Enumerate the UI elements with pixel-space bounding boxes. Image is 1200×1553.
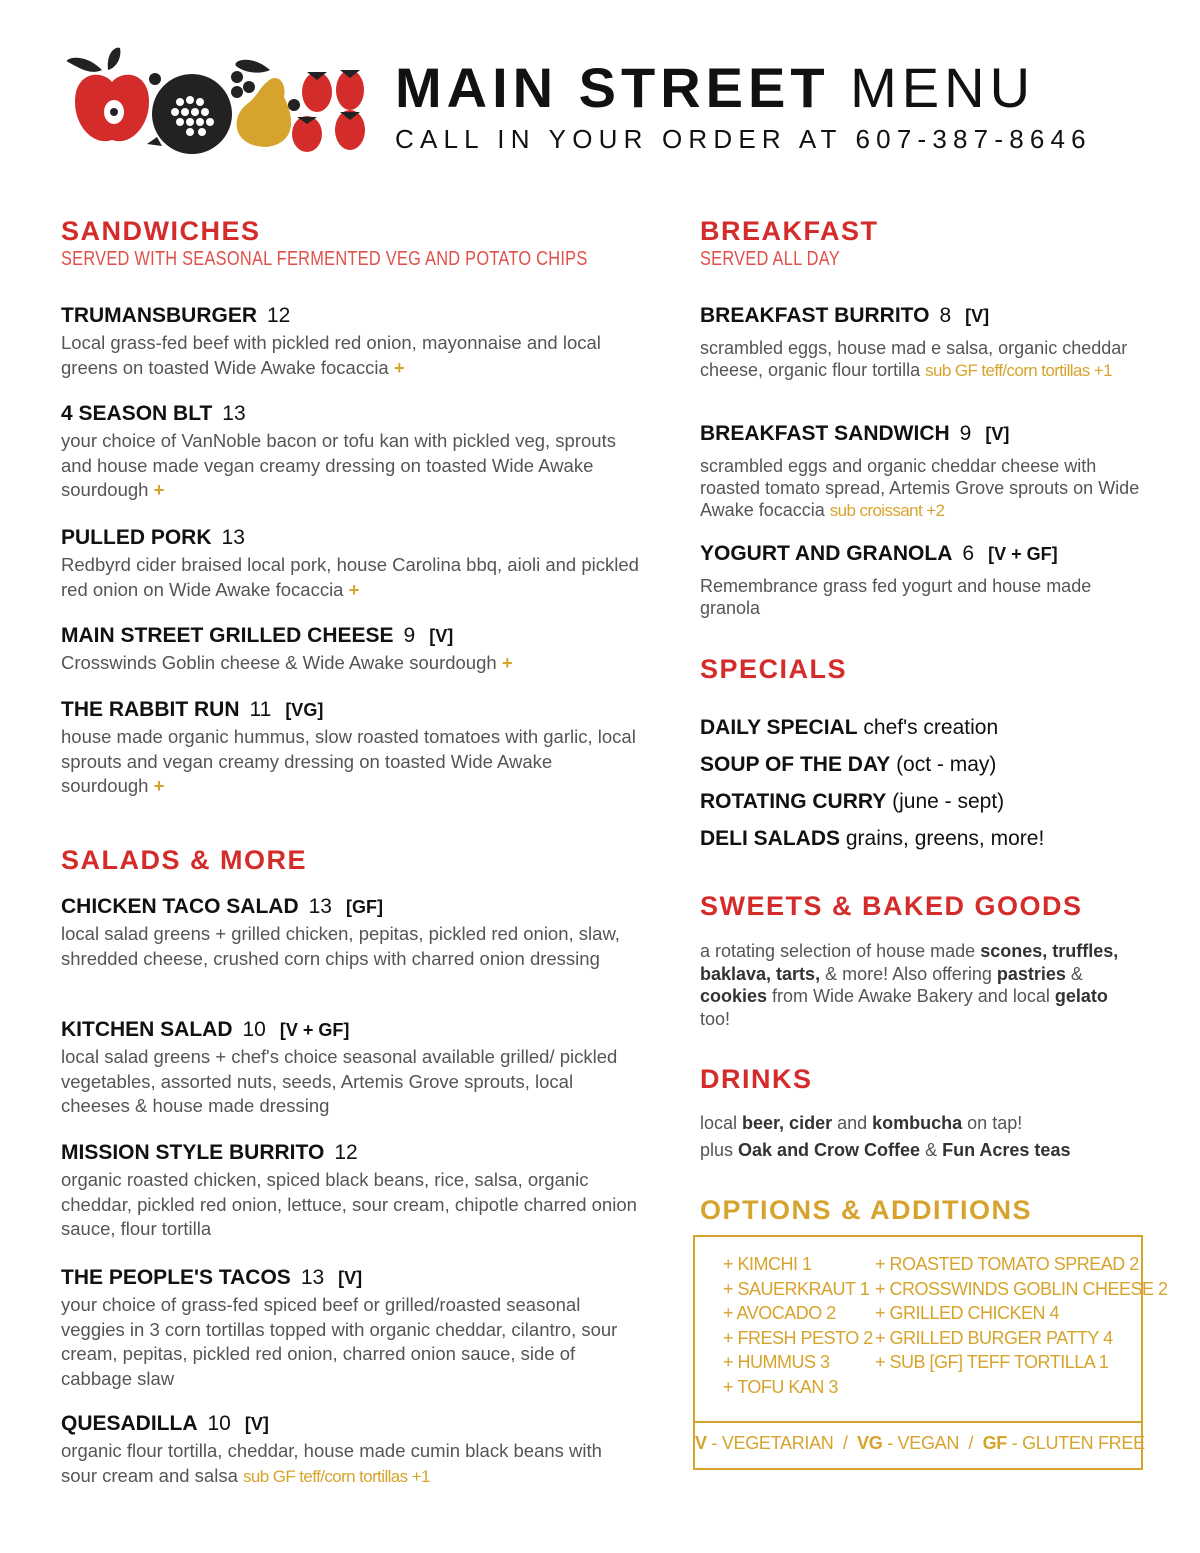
diet-legend [695, 1433, 1145, 1454]
menu-item [61, 1017, 641, 1119]
text: on tap! [962, 1113, 1023, 1133]
item-description [61, 651, 641, 676]
menu-item [61, 525, 641, 602]
special-name: ROTATING CURRY [700, 790, 887, 813]
item-price: 13 [222, 402, 246, 425]
menu-item [61, 303, 641, 380]
item-name: PULLED PORK [61, 526, 212, 549]
text: a rotating selection of house made [700, 941, 981, 961]
diet-tag: [V + GF] [279, 1020, 350, 1040]
item-header [700, 421, 1140, 447]
item-header [61, 525, 641, 551]
item-price: 11 [249, 698, 272, 721]
text: local [700, 1113, 743, 1133]
item-header [700, 541, 1140, 567]
salads-heading: SALADS & MORE [61, 845, 308, 875]
sweets-heading: SWEETS & BAKED GOODS [700, 891, 1083, 921]
menu-item [700, 303, 1140, 382]
title-light: MENU [850, 56, 1036, 119]
breakfast-heading: BREAKFAST [700, 216, 879, 246]
description-text: Local grass-fed beef with pickled red onion, mayonnaise and local greens on toasted Wide Awake focaccia [61, 332, 601, 378]
special-item [700, 827, 1044, 851]
special-name: DAILY SPECIAL [700, 716, 858, 739]
special-item [700, 790, 1004, 814]
option-item: + HUMMUS 3 [723, 1352, 830, 1372]
item-description [700, 575, 1140, 619]
option-item: + KIMCHI 1 [723, 1254, 812, 1274]
sweets-description [700, 940, 1140, 1030]
text: & more! Also offering [820, 963, 997, 984]
add-ons-plus: + [393, 356, 405, 378]
sandwiches-subtitle: SERVED WITH SEASONAL FERMENTED VEG AND POTATO CHIPS [61, 248, 588, 270]
item-description [61, 922, 641, 971]
text: and [832, 1113, 873, 1133]
description-text: local salad greens + grilled chicken, pepitas, pickled red onion, slaw, shredded cheese, crushed corn chips with charred onion dressing [61, 923, 620, 969]
option-item: + GRILLED BURGER PATTY 4 [875, 1327, 1113, 1348]
item-description [61, 553, 641, 602]
breakfast-subtitle: SERVED ALL DAY [700, 248, 840, 270]
sandwiches-heading: SANDWICHES [61, 216, 261, 246]
add-ons-plus: + [153, 775, 165, 796]
special-item [700, 716, 998, 740]
item-price: 6 [962, 542, 975, 565]
item-price: 9 [959, 422, 972, 445]
legend-code: VG [857, 1433, 883, 1453]
menu-item [61, 1265, 641, 1391]
item-price: 8 [939, 304, 952, 327]
description-text: Redbyrd cider braised local pork, house Carolina bbq, aioli and pickled red onion on Wide Awake focaccia [61, 554, 639, 600]
diet-tag: [V] [965, 306, 990, 326]
specials-heading: SPECIALS [700, 654, 848, 684]
item-description [61, 1045, 641, 1119]
option-item: + CROSSWINDS GOBLIN CHEESE 2 [875, 1278, 1168, 1299]
upgrade-option: sub GF teff/corn tortillas +1 [243, 1466, 430, 1486]
item-name: BREAKFAST SANDWICH [700, 422, 950, 445]
item-name: 4 SEASON BLT [61, 402, 213, 425]
item-price: 12 [267, 304, 291, 327]
item-header [61, 1017, 641, 1043]
description-text: your choice of VanNoble bacon or tofu kan with pickled veg, sprouts and house made vegan creamy dressing on toasted Wide Awake sourdough [61, 430, 616, 500]
item-header [61, 697, 641, 723]
item-description [700, 455, 1140, 522]
add-ons-plus: + [501, 652, 513, 673]
item-description [61, 725, 641, 799]
description-text: Remembrance grass fed yogurt and house made granola [700, 576, 1092, 618]
item-name: KITCHEN SALAD [61, 1018, 233, 1041]
highlight-text: gelato [1054, 986, 1108, 1006]
item-name: THE RABBIT RUN [61, 698, 240, 721]
diet-tag: [VG] [285, 700, 324, 720]
drinks-heading: DRINKS [700, 1064, 813, 1094]
item-price: 10 [242, 1018, 266, 1041]
fruit-logo [62, 42, 372, 157]
description-text: scrambled eggs and organic cheddar cheese with roasted tomato spread, Artemis Grove sprouts on Wide Awake focaccia [700, 456, 1140, 520]
menu-item [61, 1140, 641, 1242]
special-note: (june - sept) [892, 790, 1005, 813]
menu-item [61, 623, 641, 676]
item-description [61, 1168, 641, 1242]
option-item: + AVOCADO 2 [723, 1303, 836, 1323]
highlight-text: cookies [700, 986, 768, 1006]
description-text: local salad greens + chef's choice seasonal available grilled/ pickled vegetables, assorted nuts, seeds, Artemis Grove sprouts, local cheeses & house made dressing [61, 1046, 618, 1116]
text: too! [700, 1008, 731, 1029]
text: from Wide Awake Bakery and local [767, 986, 1055, 1006]
description-text: Crosswinds Goblin cheese & Wide Awake sourdough [61, 652, 497, 673]
drinks-line-2 [700, 1139, 1140, 1162]
item-header [61, 894, 641, 920]
item-name: TRUMANSBURGER [61, 304, 257, 327]
description-text: organic roasted chicken, spiced black beans, rice, salsa, organic cheddar, pickled red onion, lettuce, sour cream, chipotle charred onion sauce, flour tortilla [61, 1169, 637, 1239]
add-ons-plus: + [348, 578, 360, 600]
item-price: 13 [300, 1266, 325, 1289]
item-price: 12 [334, 1141, 358, 1164]
item-name: YOGURT AND GRANOLA [700, 542, 953, 565]
item-name: BREAKFAST BURRITO [700, 304, 930, 327]
item-name: MAIN STREET GRILLED CHEESE [61, 624, 394, 647]
menu-item [61, 1411, 641, 1489]
option-item: + FRESH PESTO 2 [723, 1327, 873, 1348]
special-name: DELI SALADS [700, 827, 841, 850]
upgrade-option: sub croissant +2 [829, 501, 945, 520]
option-item: + TOFU KAN 3 [723, 1376, 838, 1397]
legend-code: GF [982, 1433, 1007, 1453]
item-price: 13 [221, 526, 245, 549]
diet-tag: [V] [429, 626, 454, 646]
item-name: MISSION STYLE BURRITO [61, 1141, 325, 1164]
item-description [61, 331, 641, 380]
special-note: grains, greens, more! [845, 827, 1045, 850]
menu-title [395, 56, 1035, 120]
diet-tag: [V] [244, 1414, 269, 1434]
item-header [61, 1140, 641, 1166]
item-name: QUESADILLA [61, 1412, 198, 1435]
special-item [700, 753, 996, 777]
item-header [61, 623, 641, 649]
special-note: (oct - may) [896, 753, 997, 776]
option-item: + SUB [GF] TEFF TORTILLA 1 [875, 1352, 1109, 1372]
description-text: scrambled eggs, house mad e salsa, organic cheddar cheese, organic flour tortilla [700, 338, 1128, 380]
text: & [920, 1140, 943, 1160]
highlight-text: Oak and Crow Coffee [738, 1140, 921, 1160]
diet-tag: [V + GF] [988, 544, 1058, 564]
item-price: 13 [308, 895, 332, 918]
item-header [61, 303, 641, 329]
description-text: house made organic hummus, slow roasted tomatoes with garlic, local sprouts and vegan creamy dressing on toasted Wide Awake sourdough [61, 726, 636, 796]
menu-item [700, 541, 1140, 619]
item-name: THE PEOPLE'S TACOS [61, 1266, 291, 1289]
legend-code: V [695, 1433, 707, 1453]
option-item: + GRILLED CHICKEN 4 [875, 1303, 1060, 1323]
item-price: 9 [403, 624, 416, 647]
drinks-line-1 [700, 1112, 1140, 1135]
highlight-text: pastries [996, 963, 1066, 984]
option-item: + SAUERKRAUT 1 [723, 1278, 870, 1299]
highlight-text: scones, truffles, baklava, tarts, [700, 941, 1119, 984]
item-header [61, 1411, 641, 1437]
upgrade-option: sub GF teff/corn tortillas +1 [925, 361, 1112, 380]
item-description [61, 1439, 641, 1489]
legend-label: - VEGETARIAN / [706, 1433, 858, 1453]
item-description [61, 1293, 641, 1391]
menu-item [61, 697, 641, 799]
options-divider [695, 1421, 1141, 1423]
diet-tag: [V] [338, 1268, 363, 1288]
special-note: chef's creation [863, 716, 999, 739]
highlight-text: Fun Acres teas [942, 1140, 1071, 1160]
add-ons-plus: + [153, 479, 165, 500]
item-description [700, 337, 1140, 382]
highlight-text: beer, cider [742, 1113, 833, 1133]
item-price: 10 [207, 1412, 231, 1435]
option-item: + ROASTED TOMATO SPREAD 2 [875, 1254, 1139, 1274]
item-header [700, 303, 1140, 329]
item-description [61, 429, 641, 503]
description-text: organic flour tortilla, cheddar, house made cumin black beans with sour cream and salsa [61, 1440, 602, 1486]
text: plus [700, 1140, 739, 1160]
special-name: SOUP OF THE DAY [700, 753, 891, 776]
title-bold: MAIN STREET [395, 56, 830, 119]
text: & [1065, 963, 1083, 984]
diet-tag: [V] [985, 424, 1010, 444]
menu-item [61, 894, 641, 971]
item-header [61, 401, 641, 427]
phone-line: CALL IN YOUR ORDER AT 607-387-8646 [395, 124, 1092, 154]
description-text: your choice of grass-fed spiced beef or grilled/roasted seasonal veggies in 3 corn tortillas topped with organic cheddar, cilantro, sour cream, pepitas, pickled red onion, charred onion sauce, side of cabbage slaw [61, 1294, 618, 1389]
diet-tag: [GF] [345, 897, 383, 917]
item-header [61, 1265, 641, 1291]
legend-label: - VEGAN / [882, 1433, 983, 1453]
menu-item [61, 401, 641, 503]
legend-label: - GLUTEN FREE [1006, 1433, 1145, 1453]
menu-item [700, 421, 1140, 522]
options-box [693, 1235, 1168, 1470]
highlight-text: kombucha [872, 1113, 963, 1133]
item-name: CHICKEN TACO SALAD [61, 895, 299, 918]
options-heading: OPTIONS & ADDITIONS [700, 1195, 1033, 1225]
